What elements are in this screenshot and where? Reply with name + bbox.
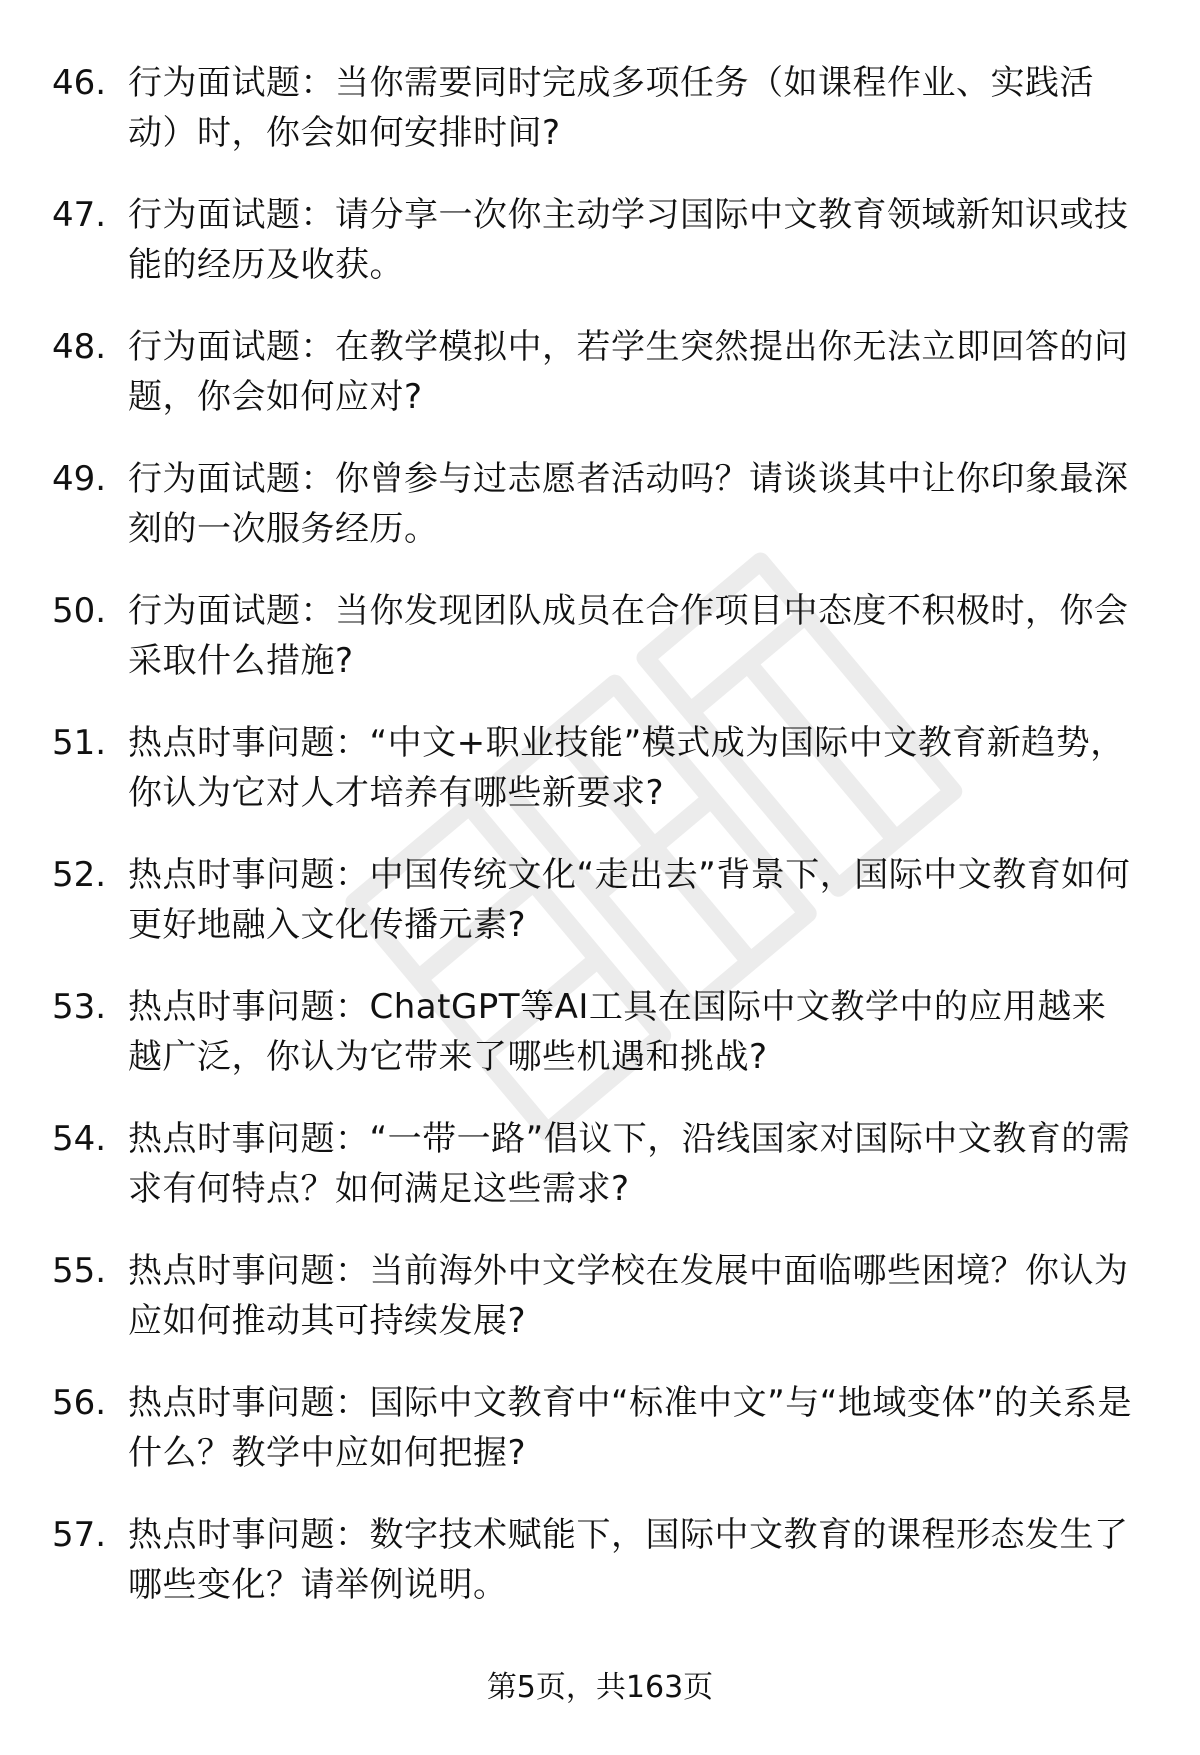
question-text: 热点时事问题：中国传统文化“走出去”背景下，国际中文教育如何更好地融入文化传播元素? <box>128 855 1131 945</box>
question-text: 行为面试题：请分享一次你主动学习国际中文教育领域新知识或技能的经历及收获。 <box>128 195 1129 285</box>
question-text: 热点时事问题：“中文+职业技能”模式成为国际中文教育新趋势，你认为它对人才培养有哪些新要求? <box>128 723 1125 813</box>
question-text: 行为面试题：在教学模拟中，若学生突然提出你无法立即回答的问题，你会如何应对? <box>128 327 1129 417</box>
question-number: 47. <box>52 195 107 235</box>
question-item <box>0 1510 1200 1642</box>
question-number: 49. <box>52 459 107 499</box>
question-number: 46. <box>52 63 107 103</box>
question-item <box>0 190 1200 322</box>
question-number: 51. <box>52 723 107 763</box>
question-number: 50. <box>52 591 107 631</box>
question-number: 53. <box>52 987 107 1027</box>
question-item <box>0 58 1200 190</box>
question-number: 48. <box>52 327 107 367</box>
question-number: 52. <box>52 855 107 895</box>
question-text: 热点时事问题：“一带一路”倡议下，沿线国家对国际中文教育的需求有何特点？如何满足这些需求? <box>128 1119 1131 1209</box>
question-text: 热点时事问题：数字技术赋能下，国际中文教育的课程形态发生了哪些变化？请举例说明。 <box>128 1515 1129 1605</box>
question-text: 行为面试题：你曾参与过志愿者活动吗？请谈谈其中让你印象最深刻的一次服务经历。 <box>128 459 1129 549</box>
question-number: 56. <box>52 1383 107 1423</box>
question-text: 热点时事问题：当前海外中文学校在发展中面临哪些困境？你认为应如何推动其可持续发展? <box>128 1251 1129 1341</box>
question-number: 54. <box>52 1119 107 1159</box>
question-number: 55. <box>52 1251 107 1291</box>
question-text: 行为面试题：当你发现团队成员在合作项目中态度不积极时，你会采取什么措施? <box>128 591 1129 681</box>
page-footer: 第5页，共163页 <box>486 1670 714 1705</box>
question-list <box>0 58 1200 1642</box>
question-text: 热点时事问题：国际中文教育中“标准中文”与“地域变体”的关系是什么？教学中应如何把握? <box>128 1383 1132 1473</box>
question-item <box>0 322 1200 454</box>
question-item <box>0 1378 1200 1510</box>
question-text: 行为面试题：当你需要同时完成多项任务（如课程作业、实践活动）时，你会如何安排时间? <box>128 63 1094 153</box>
question-text: 热点时事问题：ChatGPT等AI工具在国际中文教学中的应用越来越广泛，你认为它带来了哪些机遇和挑战? <box>128 987 1107 1077</box>
question-item <box>0 850 1200 982</box>
question-number: 57. <box>52 1515 107 1555</box>
question-item <box>0 1246 1200 1378</box>
question-item <box>0 982 1200 1114</box>
question-item <box>0 586 1200 718</box>
question-item <box>0 718 1200 850</box>
question-item <box>0 1114 1200 1246</box>
question-item <box>0 454 1200 586</box>
